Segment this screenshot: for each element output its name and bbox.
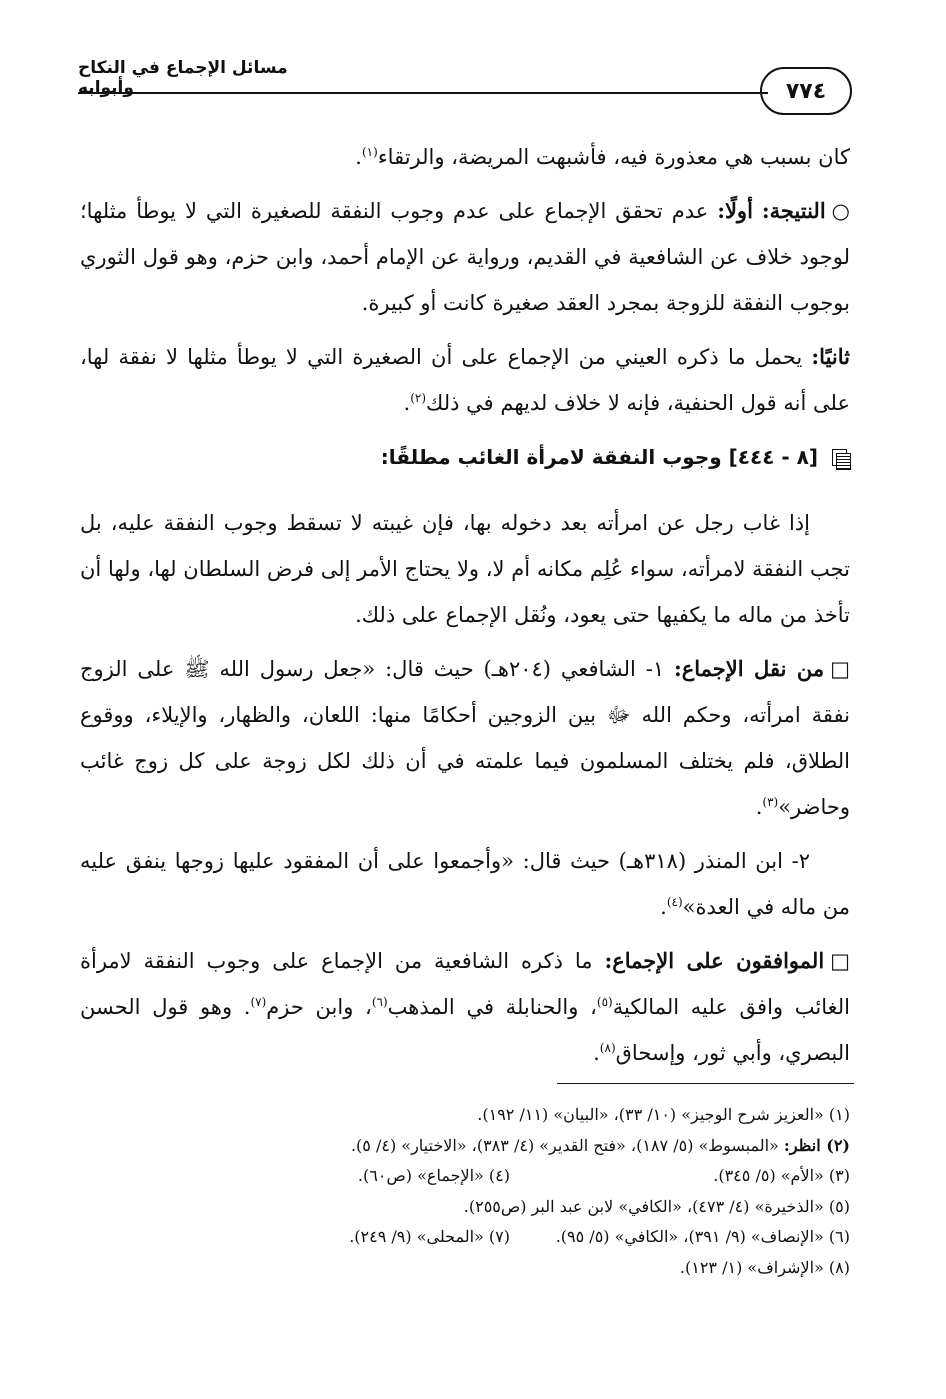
footnote-ref: (١) [361, 145, 378, 159]
text: ما ذكره الشافعية من الإجماع على وجوب النفقة لامرأة الغائب وافق عليه المالكية [80, 949, 850, 1019]
main-text [80, 134, 850, 1076]
text: . [355, 145, 362, 169]
footnote-ref: (٧) [250, 995, 267, 1009]
footnote-ref: (٢) [410, 391, 427, 405]
section-heading [80, 434, 850, 480]
second-label: ثانيًا: [811, 344, 850, 369]
text: ، والحنابلة في المذهب [387, 995, 597, 1019]
page-number-badge [760, 67, 852, 115]
footnote-row [80, 1161, 850, 1192]
paragraph [80, 500, 850, 638]
text: ، وابن حزم [266, 995, 372, 1019]
paragraph [80, 334, 850, 426]
circle-icon: ○ [831, 198, 850, 223]
footnote-row [80, 1222, 850, 1253]
text: إذا غاب رجل عن امرأته بعد دخوله بها، فإن غيبته لا تسقط وجوب النفقة عليه، بل تجب النفقة لامرأته، سواء عُلِم مكانه أم لا، ولا يحتاج الأمر إلى فرض السلطان لها، ولها أن تأخذ من ماله ما يكفيها حتى يعود، ونُقل الإجماع على ذلك. [80, 511, 850, 627]
footnotes [80, 1100, 850, 1283]
paragraph [80, 838, 850, 930]
text: . وهو قول الحسن البصري، وأبي ثور، وإسحاق [80, 995, 850, 1065]
text: . [660, 895, 667, 919]
result-paragraph [80, 188, 850, 326]
footnote-separator [557, 1083, 854, 1084]
text: يحمل ما ذكره العيني من الإجماع على أن الصغيرة التي لا يوطأ مثلها لا نفقة لها، على أنه قول الحنفية، فإنه لا خلاف لديهم في ذلك [80, 345, 850, 415]
page-number: ٧٧٤ [785, 78, 827, 104]
footnote [80, 1131, 850, 1162]
footnote: (٤) «الإجماع» (ص٦٠). [357, 1166, 510, 1185]
transmitters-label: من نقل الإجماع: [673, 656, 825, 681]
footnote-ref: (٦) [371, 995, 388, 1009]
footnote: (٧) «المحلى» (٩/ ٢٤٩). [349, 1227, 510, 1246]
result-label: النتيجة: [761, 198, 826, 223]
footnote: (٣) «الأم» (٥/ ٣٤٥). [713, 1166, 850, 1185]
paragraph [80, 134, 850, 180]
transmitters-paragraph [80, 646, 850, 830]
text: . [593, 1041, 600, 1065]
agreeing-label: الموافقون على الإجماع: [604, 948, 825, 973]
text: . [403, 391, 411, 415]
first-label: أولًا: [717, 198, 753, 223]
square-icon: □ [830, 948, 850, 973]
footnote-ref: (٤) [666, 895, 683, 909]
footnote: (٦) «الإنصاف» (٩/ ٣٩١)، «الكافي» (٥/ ٩٥). [555, 1227, 850, 1246]
agreeing-paragraph [80, 938, 850, 1076]
square-icon: □ [830, 656, 850, 681]
footnote: (٨) «الإشراف» (١/ ١٢٣). [679, 1257, 850, 1277]
text: كان بسبب هي معذورة فيه، فأشبهت المريضة، والرتقاء [377, 145, 850, 169]
footnote: (٥) «الذخيرة» (٤/ ٤٧٣)، «الكافي» لابن عبد البر (ص٢٥٥). [463, 1196, 850, 1216]
footnote-text: «المبسوط» (٥/ ١٨٧)، «فتح القدير» (٤/ ٣٨٣)، «الاختيار» (٤/ ٥). [350, 1135, 779, 1155]
footnote-ref: (٣) [762, 795, 779, 809]
text: ١- الشافعي (٢٠٤هـ) حيث قال: «جعل رسول الله ﷺ على الزوج نفقة امرأته، وحكم الله ﷻ بين الزوجين أحكامًا منها: اللعان، والظهار، والإيلاء، ووقوع الطلاق، فلم يختلف المسلمون فيما علمته في أن ذلك لكل زوجة على كل زوج غائب وحاضر» [80, 657, 850, 819]
footnote-ref: (٥) [596, 995, 613, 1009]
text: ٢- ابن المنذر (٣١٨هـ) حيث قال: «وأجمعوا على أن المفقود عليها زوجها ينفق عليه من ماله في العدة» [80, 849, 850, 919]
text: عدم تحقق الإجماع على عدم وجوب النفقة للصغيرة التي لا يوطأ مثلها؛ لوجود خلاف عن الشافعية في القديم، ورواية عن الإمام أحمد، وابن حزم، وهو قول الثوري بوجوب النفقة للزوجة بمجرد العقد صغيرة كانت أو كبيرة. [80, 199, 850, 315]
running-header-title: مسائل الإجماع في النكاح وأبوابه [78, 58, 288, 98]
footnote-ref: (٨) [599, 1041, 616, 1055]
section-title: [٨ - ٤٤٤] وجوب النفقة لامرأة الغائب مطلقًا: [380, 445, 818, 469]
footnote-label: (٢) انظر: [783, 1135, 850, 1155]
text: . [755, 795, 763, 819]
footnote: (١) «العزيز شرح الوجيز» (١٠/ ٣٣)، «البيان» (١١/ ١٩٢). [477, 1105, 850, 1124]
document-icon [832, 449, 850, 469]
